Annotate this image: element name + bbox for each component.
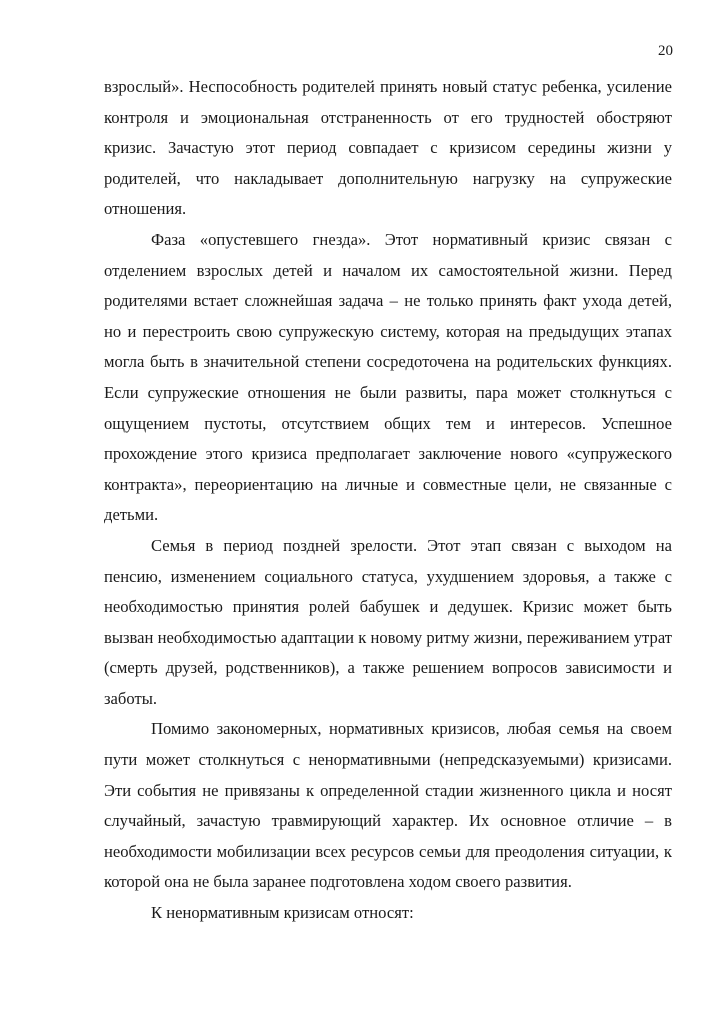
paragraph-non-normative-crises: Помимо закономерных, нормативных кризисов, любая семья на своем пути может столкнуться с ненормативными (непредсказуемыми) кризисами. Эти события не привязаны к определенной стадии жизненного цикла и носят случайный, зачастую травмирующий характер. Их основное отличие – в необходимости мобилизации всех ресурсов семьи для преодоления ситуации, к которой она не была заранее подготовлена ходом своего развития.	[104, 719, 672, 892]
paragraph-late-maturity: Семья в период поздней зрелости. Этот этап связан с выходом на пенсию, изменением социального статуса, ухудшением здоровья, а также с необходимостью принятия ролей бабушек и дедушек. Кризис может быть вызван необходимостью адаптации к новому ритму жизни, переживанием утрат (смерть друзей, родственников), а также решением вопросов зависимости и заботы.	[104, 535, 672, 708]
paragraph-continuation: взрослый». Неспособность родителей принять новый статус ребенка, усиление контроля и эмоциональная отстраненность от его трудностей обостряют кризис. Зачастую этот период совпадает с кризисом середины жизни у родителей, что накладывает дополнительную нагрузку на супружеские отношения.	[104, 77, 672, 219]
document-body	[104, 72, 672, 929]
paragraph-list-intro: К ненормативным кризисам относят:	[151, 903, 414, 923]
page-number: 20	[658, 43, 673, 59]
paragraph-empty-nest: Фаза «опустевшего гнезда». Этот нормативный кризис связан с отделением взрослых детей и началом их самостоятельной жизни. Перед родителями встает сложнейшая задача – не только принять факт ухода детей, но и перестроить свою супружескую систему, которая на предыдущих этапах могла быть в значительной степени сосредоточена на родительских функциях. Если супружеские отношения не были развиты, пара может столкнуться с ощущением пустоты, отсутствием общих тем и интересов. Успешное прохождение этого кризиса предполагает заключение нового «супружеского контракта», переориентацию на личные и совместные цели, не связанные с детьми.	[104, 229, 672, 525]
